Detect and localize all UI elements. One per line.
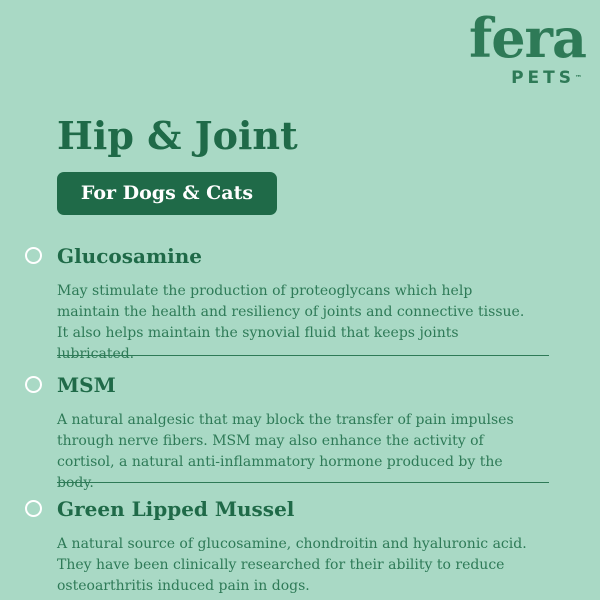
circle-bullet-icon xyxy=(25,376,42,393)
brand-name: fera xyxy=(468,6,586,70)
section-divider xyxy=(57,482,549,483)
ingredient-description: A natural source of glucosamine, chondroitin and hyaluronic acid. They have been clinically researched for their ability to reduce osteoarthritis induced pain in dogs. xyxy=(57,536,527,594)
circle-bullet-icon xyxy=(25,500,42,517)
page-title: Hip & Joint xyxy=(57,113,298,158)
circle-bullet-icon xyxy=(25,247,42,264)
ingredient-name: Green Lipped Mussel xyxy=(57,497,295,521)
brand-sub-text: PETS xyxy=(511,68,575,88)
ingredient-description: A natural analgesic that may block the transfer of pain impulses through nerve fibers. MSM may also enhance the activity of cortisol, a natural anti-inflammatory hormone produced by the body. xyxy=(57,412,514,491)
audience-badge: For Dogs & Cats xyxy=(57,172,277,215)
trademark-symbol: ™ xyxy=(575,74,582,82)
ingredient-description: May stimulate the production of proteoglycans which help maintain the health and resiliency of joints and connective tissue. It also helps maintain the synovial fluid that keeps joints lubricated. xyxy=(57,283,525,362)
ingredient-name: Glucosamine xyxy=(57,244,202,268)
ingredient-name: MSM xyxy=(57,373,116,397)
section-divider xyxy=(57,355,549,356)
